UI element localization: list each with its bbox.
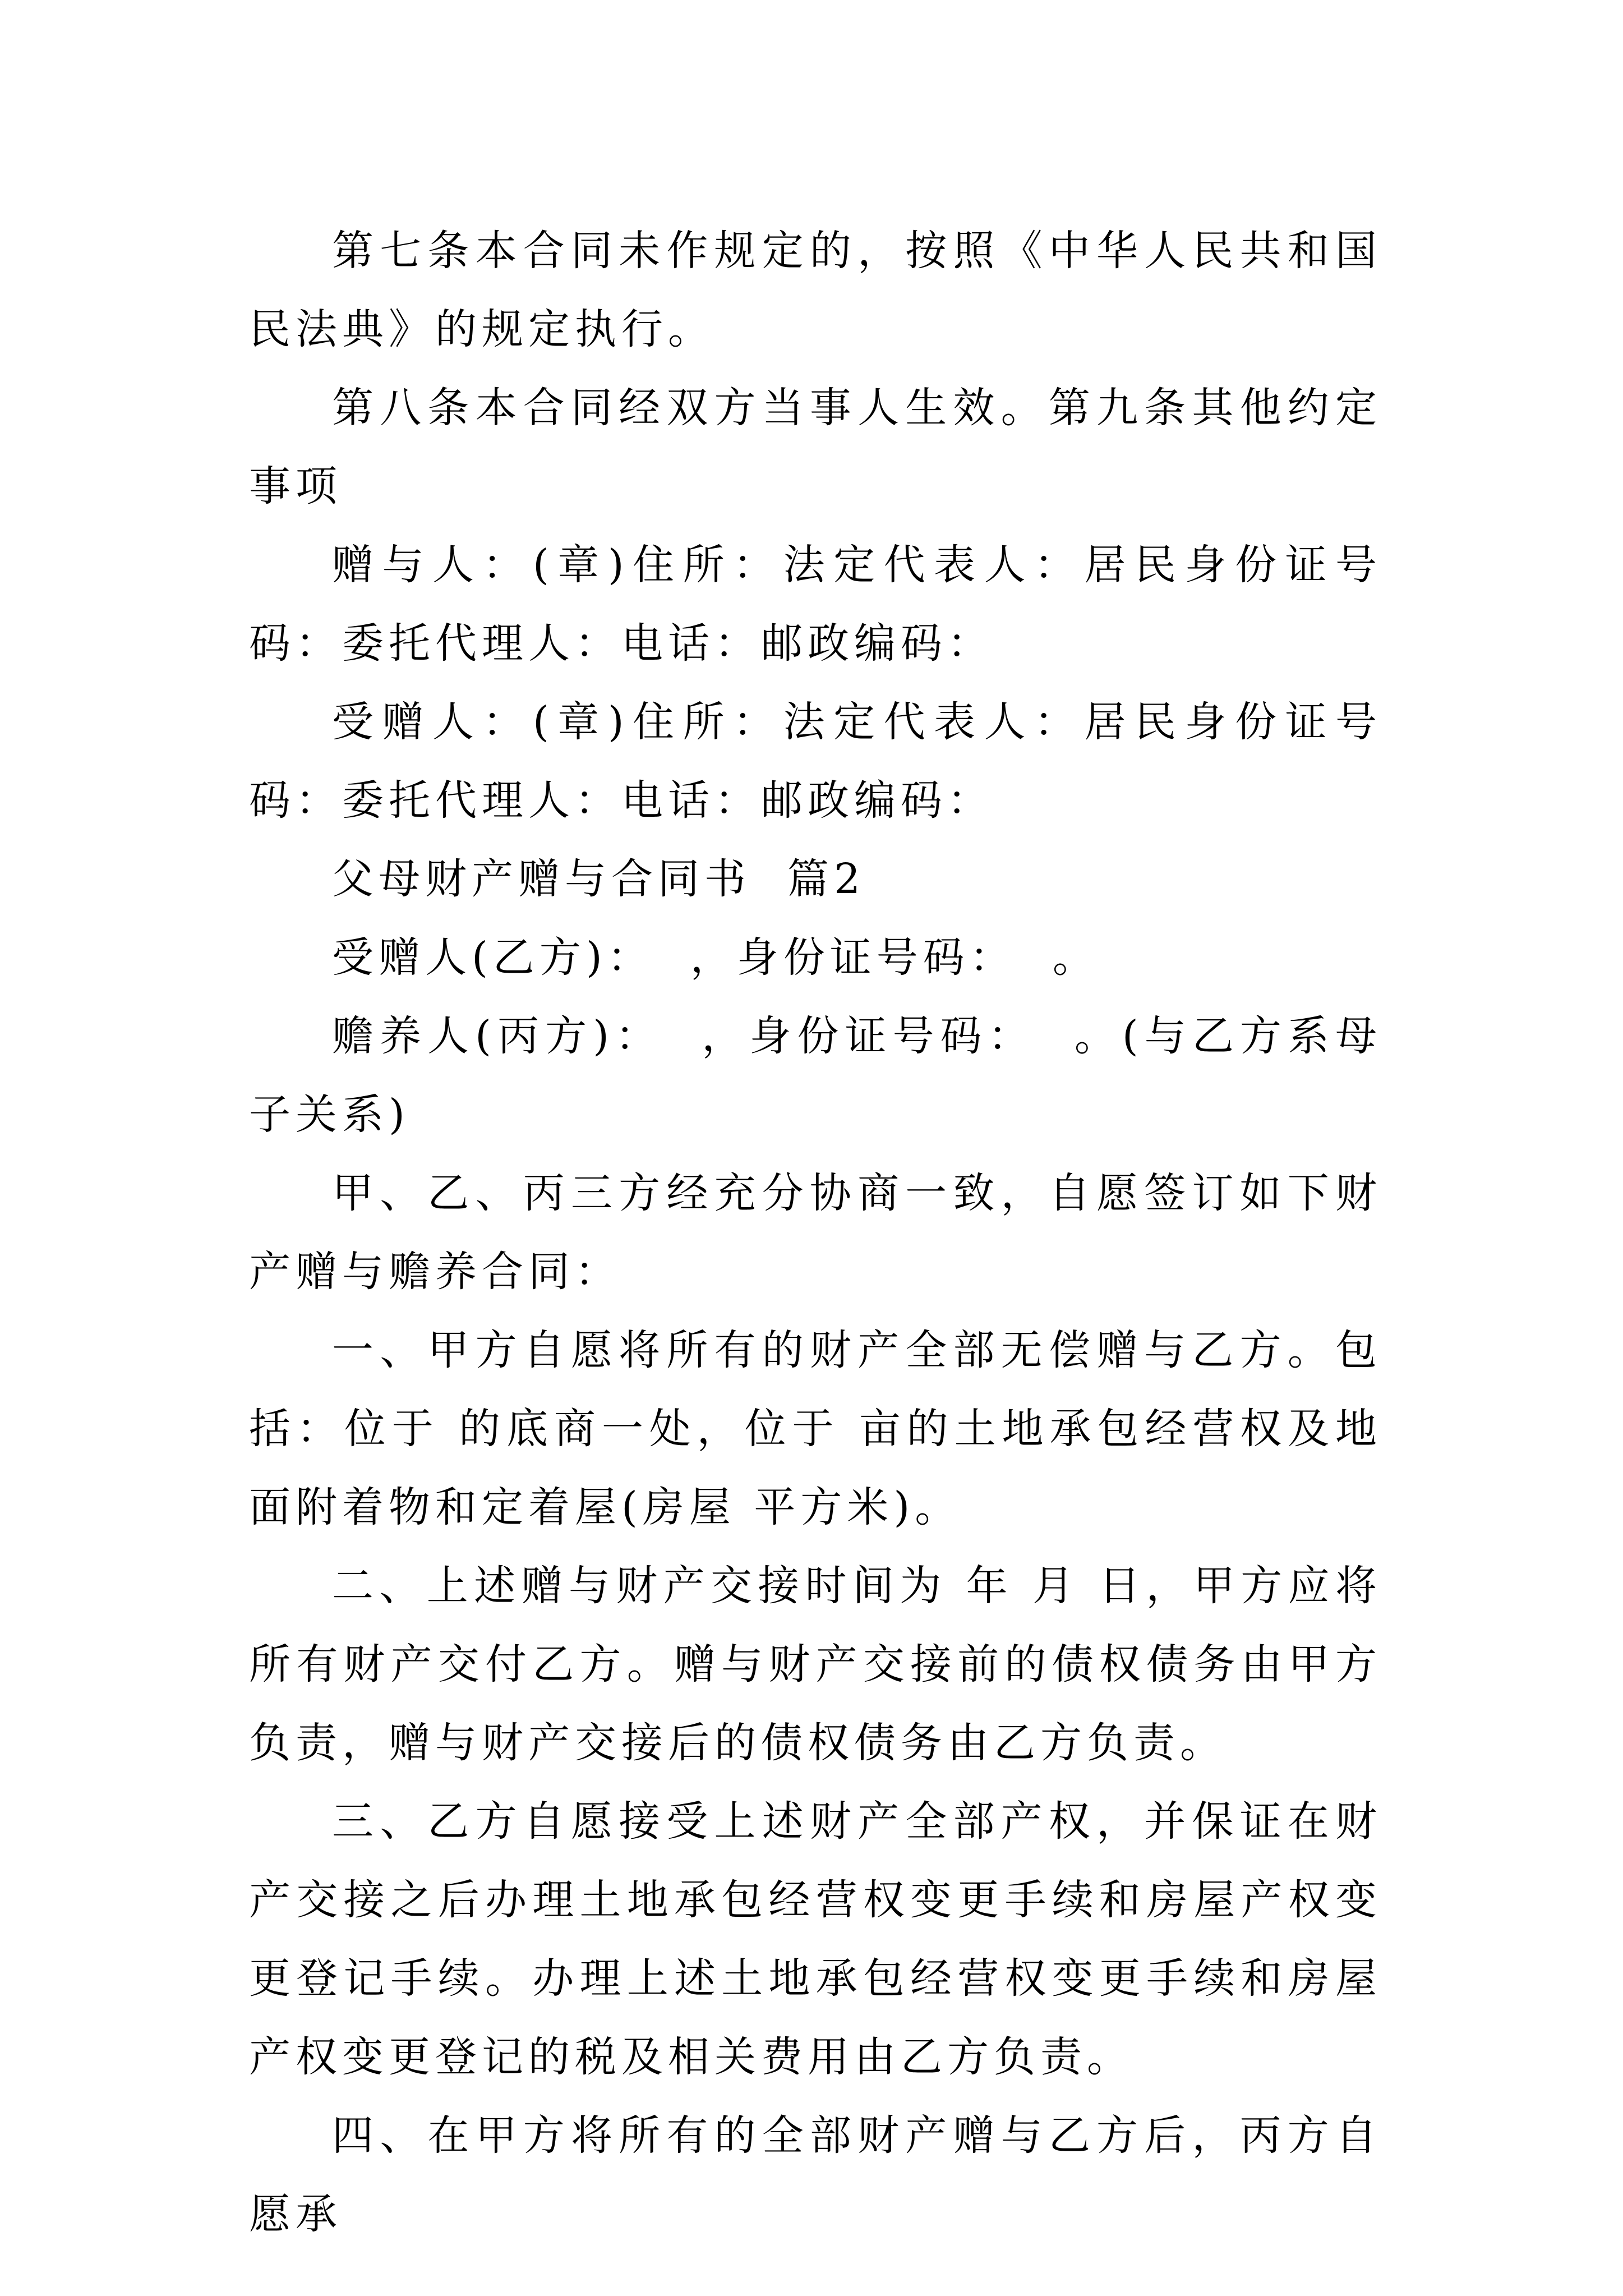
document-body xyxy=(249,211,1382,2253)
paragraph-party-b: 受赠人(乙方)： ，身份证号码： 。 xyxy=(332,933,1099,982)
paragraph-agreement-intro: 甲、乙、丙三方经充分协商一致，自愿签订如下财产赠与赡养合同： xyxy=(249,1169,1382,1296)
paragraph-clause-4: 四、在甲方将所有的全部财产赠与乙方后，丙方自愿承 xyxy=(249,2111,1382,2238)
paragraph-article-7: 第七条本合同未作规定的，按照《中华人民共和国民法典》的规定执行。 xyxy=(249,227,1382,353)
section-heading-part-2: 父母财产赠与合同书 篇2 xyxy=(332,855,866,903)
paragraph-clause-1: 一、甲方自愿将所有的财产全部无偿赠与乙方。包括：位于 的底商一处，位于 亩的土地承包经营权及地面附着物和定着屋(房屋 平方米)。 xyxy=(249,1326,1382,1531)
paragraph-clause-3: 三、乙方自愿接受上述财产全部产权，并保证在财产交接之后办理土地承包经营权变更手续和房屋产权变更登记手续。办理上述土地承包经营权变更手续和房屋产权变更登记的税及相关费用由乙方负责。 xyxy=(249,1797,1382,2081)
paragraph-clause-2: 二、上述赠与财产交接时间为 年 月 日，甲方应将所有财产交付乙方。赠与财产交接前的债权债务由甲方负责，赠与财产交接后的债权债务由乙方负责。 xyxy=(249,1562,1382,1767)
paragraph-donor-signature: 赠与人：(章)住所：法定代表人：居民身份证号码：委托代理人：电话：邮政编码： xyxy=(249,541,1382,668)
paragraph-donee-signature: 受赠人：(章)住所：法定代表人：居民身份证号码：委托代理人：电话：邮政编码： xyxy=(249,698,1382,825)
paragraph-party-c: 赡养人(丙方)： ，身份证号码： 。(与乙方系母子关系) xyxy=(249,1012,1382,1139)
paragraph-article-8-9: 第八条本合同经双方当事人生效。第九条其他约定事项 xyxy=(249,384,1382,510)
